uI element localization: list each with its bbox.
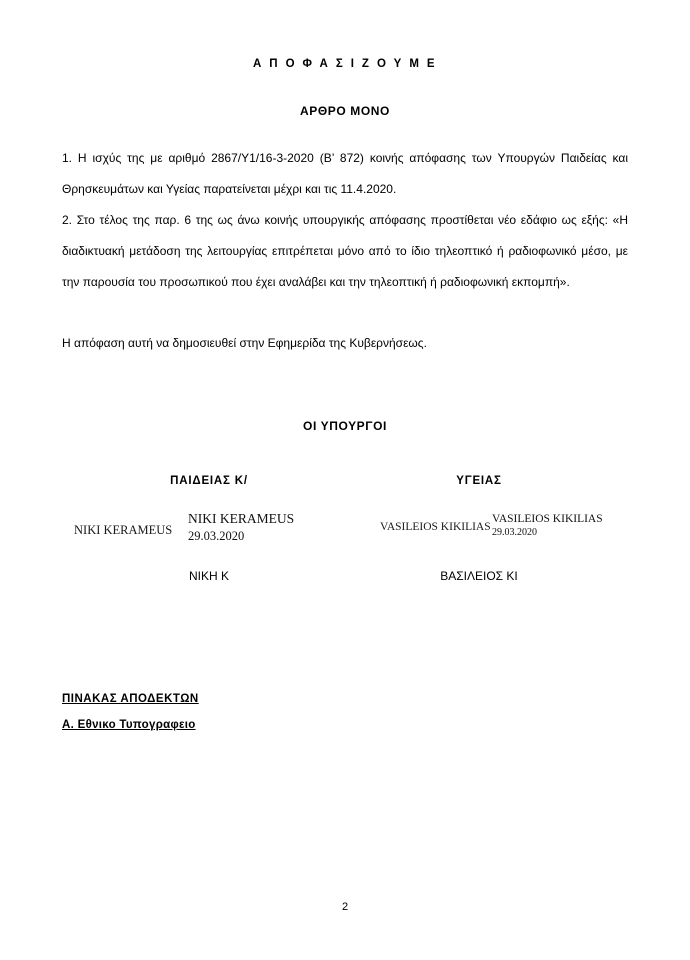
signature-block	[62, 475, 628, 585]
publication-clause: Η απόφαση αυτή να δημοσιευθεί στην Εφημερίδα της Κυβερνήσεως.	[62, 336, 427, 350]
recipients-title: ΠΙΝΑΚΑΣ ΑΠΟΔΕΚΤΩΝ	[62, 693, 199, 705]
signature-health	[344, 475, 614, 583]
signature-overlay-date: 29.03.2020	[188, 529, 245, 543]
signature-overlay-name: NIKI KERAMEUS	[188, 511, 295, 526]
digital-signature-stamp	[344, 509, 614, 555]
recipients-item: Α. Εθνικο Τυπογραφειο	[62, 719, 196, 731]
digital-signature-stamp	[74, 509, 344, 555]
signature-printed-name: NIKI KERAMEUS	[74, 523, 173, 537]
signature-overlay	[492, 513, 603, 538]
signature-role-label: ΥΓΕΙΑΣ	[456, 475, 502, 487]
signature-greek-name: ΝΙΚΗ Κ	[188, 569, 229, 583]
signature-overlay-name: VASILEIOS KIKILIAS	[492, 513, 603, 525]
document-content	[62, 0, 628, 731]
paragraph-2: 2. Στο τέλος της παρ. 6 της ως άνω κοινής υπουργικής απόφασης προστίθεται νέο εδάφιο ως εξής: «Η διαδικτυακή μετάδοση της λειτουργίας επιτρέπεται μόνο από το ίδιο τηλεοπτικό ή ραδιοφωνικό μέσο, με την παρουσία του προσωπικού που έχει αναλάβει και την τηλεοπτική ή ραδιοφωνική εκπομπή».	[62, 213, 628, 289]
signature-education	[74, 475, 344, 583]
signature-overlay	[188, 511, 294, 544]
ministers-title: ΟΙ ΥΠΟΥΡΓΟΙ	[303, 419, 387, 433]
article-subheading: ΑΡΘΡΟ ΜΟΝΟ	[299, 104, 390, 118]
signature-overlay-date: 29.03.2020	[492, 527, 537, 538]
signature-greek-name: ΒΑΣΙΛΕΙΟΣ ΚΙ	[440, 569, 518, 583]
recipients-section	[62, 693, 628, 731]
signature-printed-name: VASILEIOS KIKILIAS	[380, 521, 491, 533]
signature-role-label: ΠΑΙΔΕΙΑΣ Κ/	[170, 475, 248, 487]
page-number: 2	[341, 901, 349, 913]
paragraph-1: 1. Η ισχύς της με αριθμό 2867/Υ1/16-3-2020 (Β’ 872) κοινής απόφασης των Υπουργών Παιδείας και Θρησκευμάτων και Υγείας παρατείνεται μέχρι και τις 11.4.2020.	[62, 151, 628, 196]
decision-heading: Α Π Ο Φ Α Σ Ι Ζ Ο Υ Μ Ε	[253, 58, 437, 70]
